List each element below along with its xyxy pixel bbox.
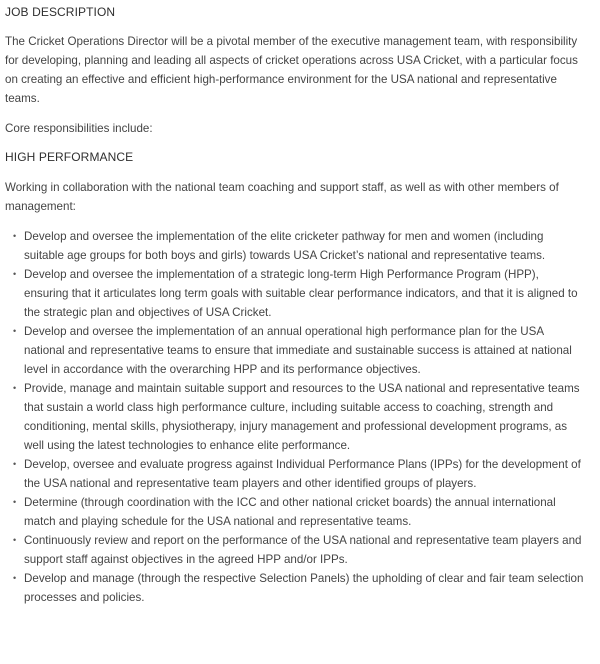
list-item-text: Continuously review and report on the performance of the USA national and representative team players and support staff against objectives in the agreed HPP and/or IPPs.: [24, 534, 582, 566]
list-item: [13, 227, 586, 265]
bullet-icon: •: [13, 535, 17, 545]
list-item-text: Develop and oversee the implementation of an annual operational high performance plan for the USA national and representative teams to ensure that immediate and sustainable success is attained at national level in accordance with the overarching HPP and its performance objectives.: [24, 325, 572, 376]
list-item-text: Develop, oversee and evaluate progress against Individual Performance Plans (IPPs) for the development of the USA national and representative team players and other identified groups of players.: [24, 458, 581, 490]
bullet-icon: •: [13, 326, 17, 336]
core-responsibilities-label: Core responsibilities include:: [5, 122, 153, 135]
bullet-icon: •: [13, 497, 17, 507]
bullet-icon: •: [13, 231, 17, 241]
list-item-text: Develop and manage (through the respective Selection Panels) the upholding of clear and fair team selection processes and policies.: [24, 572, 584, 604]
list-item: [13, 265, 586, 322]
bullet-icon: •: [13, 573, 17, 583]
bullet-icon: •: [13, 459, 17, 469]
job-description-intro: The Cricket Operations Director will be a pivotal member of the executive management team, with responsibility for developing, planning and leading all aspects of cricket operations across USA Cricket, with a particular focus on creating an effective and efficient high-performance environment for the USA national and representative teams.: [5, 35, 578, 105]
job-description-heading: JOB DESCRIPTION: [5, 5, 116, 19]
list-item: [13, 379, 586, 455]
high-performance-intro: Working in collaboration with the national team coaching and support staff, as well as with other members of management:: [5, 181, 559, 213]
list-item-text: Develop and oversee the implementation of the elite cricketer pathway for men and women (including suitable age groups for both boys and girls) towards USA Cricket’s national and representative teams.: [24, 230, 546, 262]
list-item-text: Provide, manage and maintain suitable support and resources to the USA national and representative teams that sustain a world class high performance culture, including suitable access to coaching, strength and conditioning, mental skills, physiotherapy, injury management and professional development programs, as well using the latest technologies to enhance elite performance.: [24, 382, 580, 452]
list-item: [13, 493, 586, 531]
list-item-text: Determine (through coordination with the ICC and other national cricket boards) the annual international match and playing schedule for the USA national and representative teams.: [24, 496, 556, 528]
list-item-text: Develop and oversee the implementation of a strategic long-term High Performance Program (HPP), ensuring that it articulates long term goals with suitable clear performance indicators, and that it is aligned to the strategic plan and objectives of USA Cricket.: [24, 268, 578, 319]
bullet-icon: •: [13, 383, 17, 393]
list-item: [13, 531, 586, 569]
list-item: [13, 322, 586, 379]
list-item: [13, 569, 586, 607]
responsibilities-list: [5, 227, 586, 607]
bullet-icon: •: [13, 269, 17, 279]
list-item: [13, 455, 586, 493]
high-performance-heading: HIGH PERFORMANCE: [5, 150, 134, 164]
